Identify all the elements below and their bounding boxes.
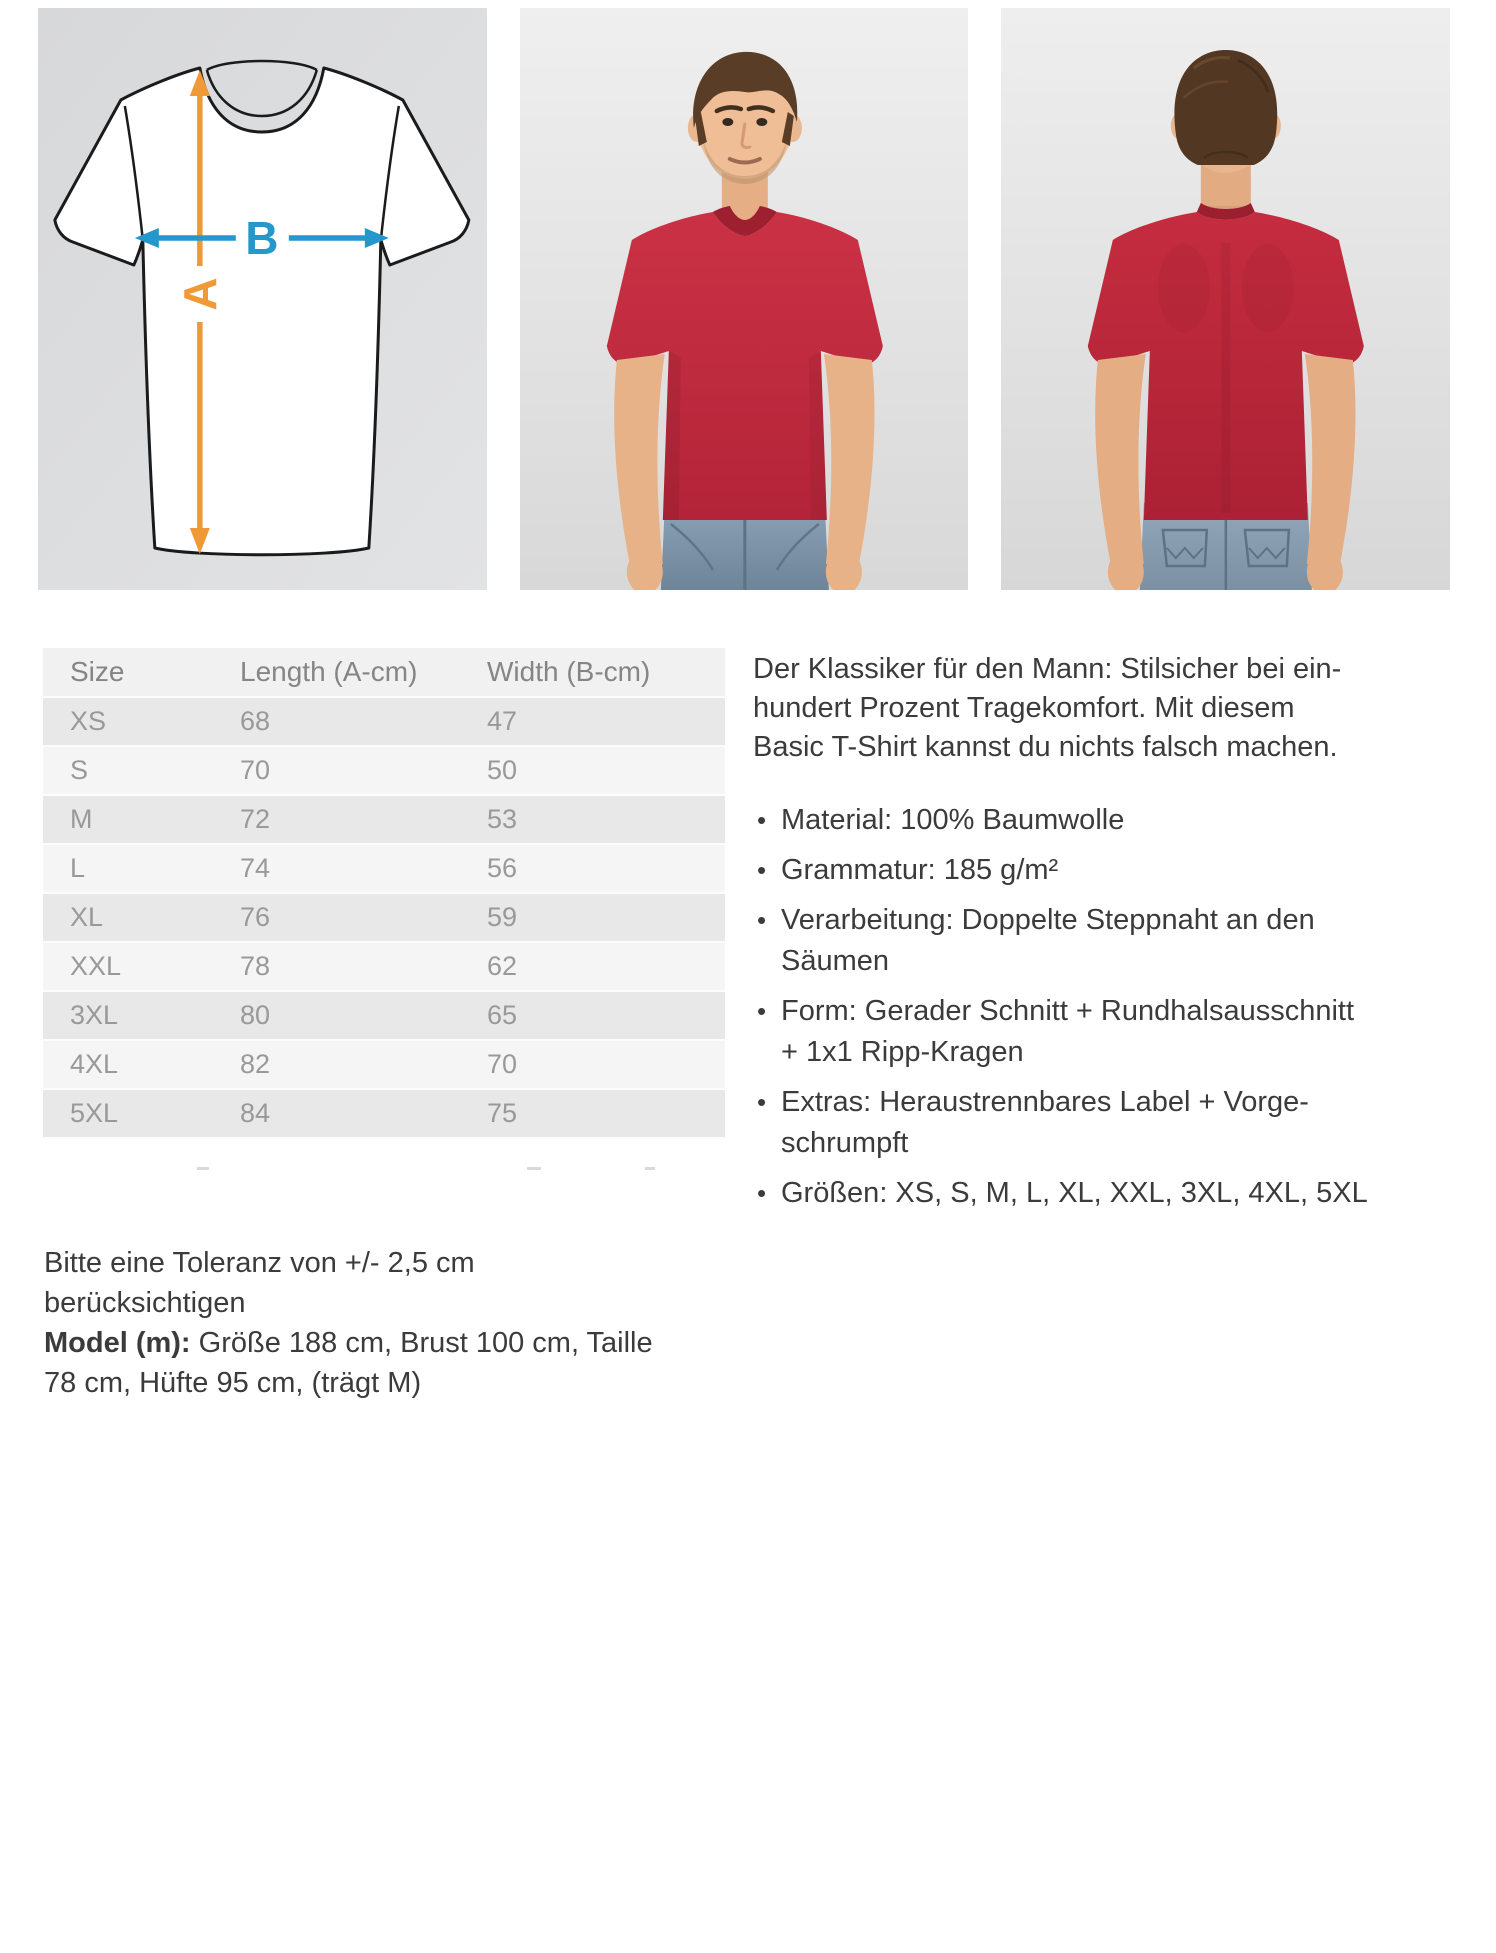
size-table: [43, 648, 725, 1139]
table-row: [43, 943, 725, 992]
cell-size: XXL: [43, 943, 240, 992]
feature-item-material: [757, 800, 1453, 841]
cell-width: 47: [487, 698, 725, 747]
feature-item-grammatur: [757, 850, 1453, 891]
model-measurements: Größe 188 cm, Brust 100 cm, Taille 78 cm, Hüfte 95 cm, (trägt M): [44, 1327, 653, 1399]
table-row: [43, 894, 725, 943]
cell-width: 65: [487, 992, 725, 1041]
feature-line: Grammatur: 185 g/m²: [781, 854, 1059, 886]
cell-width: 62: [487, 943, 725, 992]
model-front-photo: [520, 8, 969, 590]
table-header-row: [43, 648, 725, 698]
col-header-width: Width (B-cm): [487, 648, 725, 698]
bullet-icon: •: [757, 1178, 767, 1208]
cell-size: XL: [43, 894, 240, 943]
table-row: [43, 845, 725, 894]
model-info: [44, 1323, 662, 1403]
model-front-photo-panel: [520, 8, 969, 590]
feature-line: Säumen: [781, 945, 890, 977]
cell-length: 80: [240, 992, 487, 1041]
cell-length: 84: [240, 1090, 487, 1139]
table-row: [43, 1090, 725, 1139]
cell-size: 4XL: [43, 1041, 240, 1090]
cell-width: 59: [487, 894, 725, 943]
product-description: [753, 650, 1453, 1223]
col-header-size: Size: [43, 648, 240, 698]
cell-size: M: [43, 796, 240, 845]
cell-size: S: [43, 747, 240, 796]
bullet-icon: •: [757, 855, 767, 885]
tshirt-measurement-diagram: [38, 8, 487, 590]
feature-line: schrumpft: [781, 1127, 909, 1159]
tolerance-note: [44, 1243, 662, 1403]
feature-line: Form: Gerader Schnitt + Rundhalsausschnitt: [781, 995, 1355, 1027]
bullet-icon: •: [757, 905, 767, 935]
table-row: [43, 992, 725, 1041]
hair-back: [1175, 50, 1278, 165]
feature-list: [753, 800, 1453, 1214]
cell-size: L: [43, 845, 240, 894]
cell-width: 53: [487, 796, 725, 845]
cell-width: 50: [487, 747, 725, 796]
cell-length: 68: [240, 698, 487, 747]
cell-length: 82: [240, 1041, 487, 1090]
cell-size: 3XL: [43, 992, 240, 1041]
dimension-label-b: B: [245, 212, 279, 264]
table-row: [43, 1041, 725, 1090]
col-header-length: Length (A-cm): [240, 648, 487, 698]
feature-line: Extras: Heraustrennbares Label + Vorge-: [781, 1086, 1309, 1118]
cell-length: 78: [240, 943, 487, 992]
bullet-icon: •: [757, 996, 767, 1026]
table-row: [43, 796, 725, 845]
cropped-row-artifact: [527, 1167, 541, 1170]
tolerance-line: Bitte eine Toleranz von +/- 2,5 cm berücksichtigen: [44, 1247, 475, 1319]
description-line: hundert Prozent Tragekomfort. Mit diesem: [753, 692, 1295, 724]
feature-item-form: [757, 991, 1453, 1073]
bullet-icon: •: [757, 805, 767, 835]
cell-width: 70: [487, 1041, 725, 1090]
description-line: Der Klassiker für den Mann: Stilsicher bei ein-: [753, 653, 1342, 685]
table-row: [43, 698, 725, 747]
cell-length: 72: [240, 796, 487, 845]
size-table-section: [43, 648, 725, 1139]
feature-item-verarbeitung: [757, 900, 1453, 982]
feature-line: + 1x1 Ripp-Kragen: [781, 1036, 1024, 1068]
cell-length: 70: [240, 747, 487, 796]
cropped-row-artifact: [197, 1167, 209, 1170]
feature-line: Größen: XS, S, M, L, XL, XXL, 3XL, 4XL, 5XL: [781, 1177, 1368, 1209]
size-diagram-panel: [38, 8, 487, 590]
cell-size: XS: [43, 698, 240, 747]
bullet-icon: •: [757, 1087, 767, 1117]
feature-item-extras: [757, 1082, 1453, 1164]
description-paragraph: [753, 650, 1453, 767]
cell-width: 75: [487, 1090, 725, 1139]
feature-line: Material: 100% Baumwolle: [781, 804, 1125, 836]
cell-length: 74: [240, 845, 487, 894]
cell-length: 76: [240, 894, 487, 943]
cell-width: 56: [487, 845, 725, 894]
model-back-photo: [1001, 8, 1450, 590]
description-line: Basic T-Shirt kannst du nichts falsch machen.: [753, 731, 1338, 763]
feature-item-groessen: [757, 1173, 1453, 1214]
model-back-photo-panel: [1001, 8, 1450, 590]
cropped-row-artifact: [645, 1167, 655, 1170]
table-row: [43, 747, 725, 796]
model-label: Model (m):: [44, 1327, 191, 1359]
product-image-gallery: [38, 8, 1450, 590]
cell-size: 5XL: [43, 1090, 240, 1139]
dimension-label-a: A: [173, 277, 226, 311]
feature-line: Verarbeitung: Doppelte Steppnaht an den: [781, 904, 1315, 936]
